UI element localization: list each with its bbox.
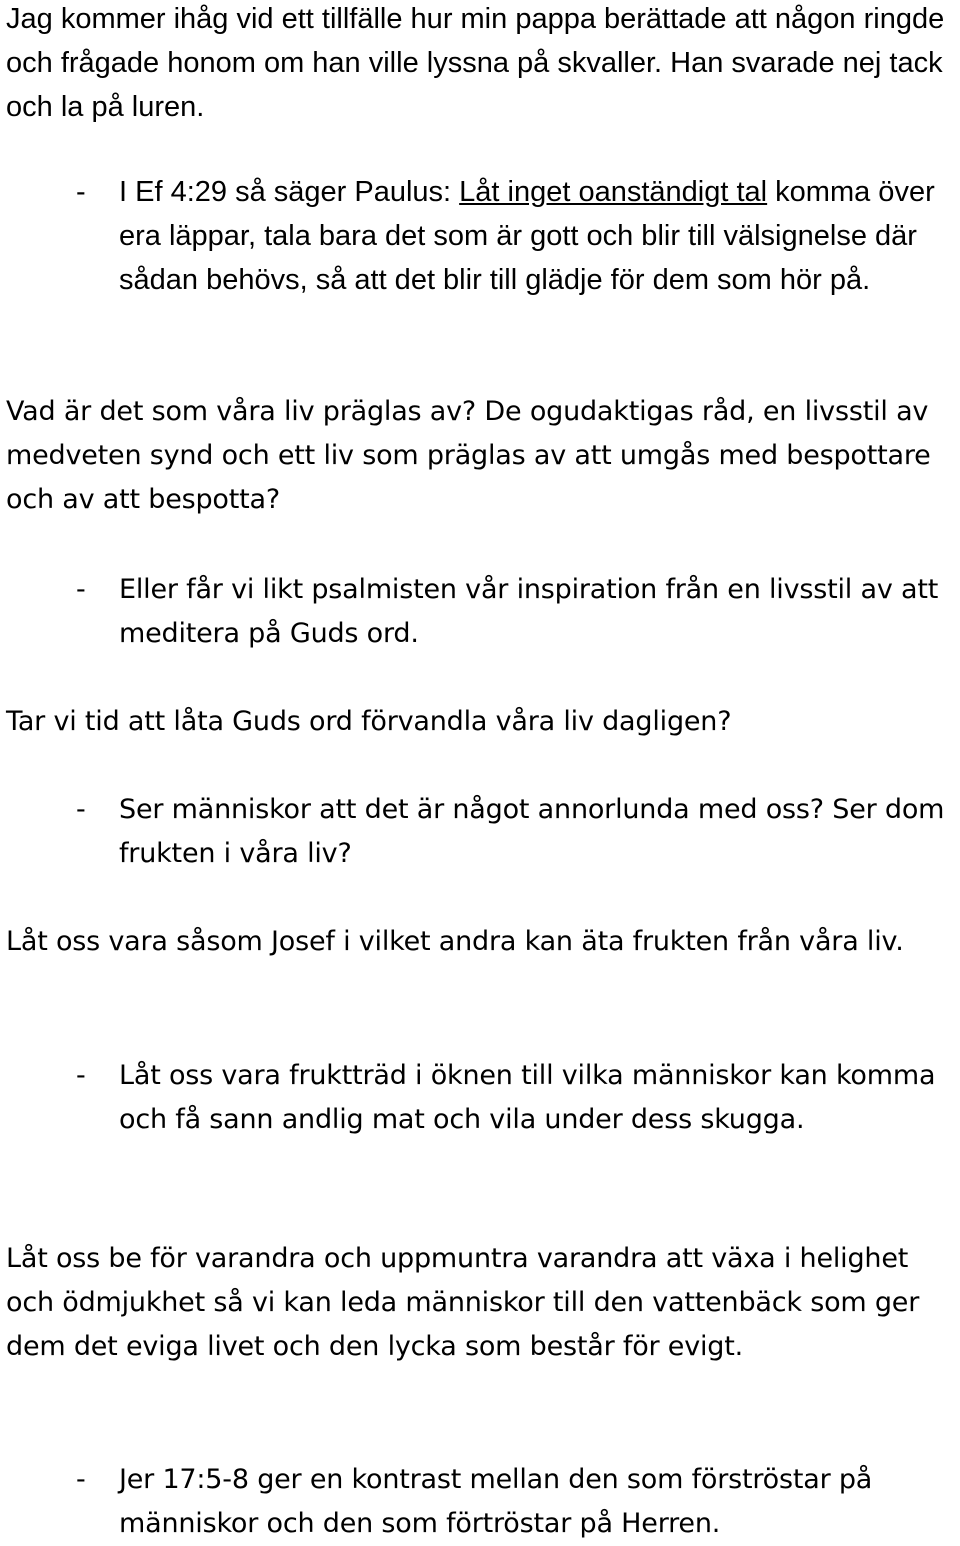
- bullet-text-after: komma över era läppar, tala bara det som är gott och blir till välsignelse där sådan behövs, så att det blir till glädje för dem som hör på.: [119, 176, 935, 296]
- bullet-text: Eller får vi likt psalmisten vår inspiration från en livsstil av att meditera på Guds ord.: [119, 574, 939, 649]
- bullet-dash: -: [76, 176, 86, 208]
- bullet-dash: -: [76, 1464, 86, 1495]
- bullet-text: Ser människor att det är något annorlunda med oss? Ser dom frukten i våra liv?: [119, 794, 945, 869]
- bullet-dash: -: [76, 1060, 86, 1091]
- bullet-dash: -: [76, 794, 86, 825]
- bullet-item-psalmist: [6, 568, 960, 656]
- bullet-text-before: I Ef 4:29 så säger Paulus:: [119, 176, 460, 208]
- underlined-quote: Låt inget oanständigt tal: [459, 176, 768, 208]
- paragraph-gods-word: Tar vi tid att låta Guds ord förvandla våra liv dagligen?: [6, 706, 732, 737]
- paragraph-what-shapes-lives: Vad är det som våra liv präglas av? De ogudaktigas råd, en livsstil av medveten synd och ett liv som präglas av att umgås med bespottare och av att bespotta?: [6, 396, 931, 515]
- bullet-text: Jer 17:5-8 ger en kontrast mellan den som förströstar på människor och den som förtröstar på Herren.: [119, 1464, 873, 1539]
- paragraph-intro: Jag kommer ihåg vid ett tillfälle hur min pappa berättade att någon ringde och frågade honom om han ville lyssna på skvaller. Han svarade nej tack och la på luren.: [6, 3, 945, 123]
- bullet-text: Låt oss vara fruktträd i öknen till vilka människor kan komma och få sann andlig mat och vila under dess skugga.: [119, 1060, 936, 1135]
- bullet-item-fruit-trees: [6, 1054, 960, 1142]
- bullet-item-ef-4-29: [6, 170, 960, 302]
- bullet-item-jer-17: [6, 1458, 960, 1546]
- paragraph-pray: Låt oss be för varandra och uppmuntra varandra att växa i helighet och ödmjukhet så vi kan leda människor till den vattenbäck som ger dem det eviga livet och den lycka som består för evigt.: [6, 1243, 920, 1362]
- bullet-item-different: [6, 788, 960, 876]
- bullet-dash: -: [76, 574, 86, 605]
- bullet-text: [119, 170, 957, 302]
- paragraph-josef: Låt oss vara såsom Josef i vilket andra kan äta frukten från våra liv.: [6, 926, 904, 957]
